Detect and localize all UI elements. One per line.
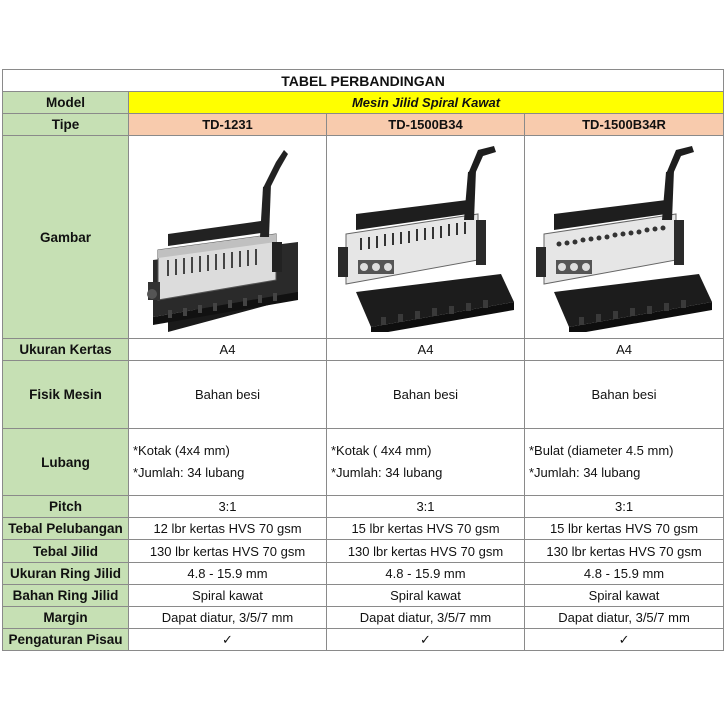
row-label-tipe: Tipe [3,114,129,136]
fisik-mesin-1: Bahan besi [129,361,327,429]
pitch-1: 3:1 [129,496,327,518]
table-title: TABEL PERBANDINGAN [3,70,724,92]
ukuran-kertas-3: A4 [525,339,724,361]
row-label-tebal-jilid: Tebal Jilid [3,540,129,563]
ukuran-ring-2: 4.8 - 15.9 mm [327,563,525,585]
row-label-pitch: Pitch [3,496,129,518]
row-label-fisik-mesin: Fisik Mesin [3,361,129,429]
lubang-1-count: *Jumlah: 34 lubang [133,465,245,480]
tebal-jilid-2: 130 lbr kertas HVS 70 gsm [327,540,525,563]
lubang-2-shape: *Kotak ( 4x4 mm) [331,443,432,458]
lubang-1 [129,429,327,496]
tebal-pelubangan-2: 15 lbr kertas HVS 70 gsm [327,518,525,540]
lubang-2-count: *Jumlah: 34 lubang [331,465,443,480]
tebal-pelubangan-3: 15 lbr kertas HVS 70 gsm [525,518,724,540]
row-label-bahan-ring: Bahan Ring Jilid [3,585,129,607]
ukuran-ring-3: 4.8 - 15.9 mm [525,563,724,585]
margin-1: Dapat diatur, 3/5/7 mm [129,607,327,629]
ukuran-kertas-2: A4 [327,339,525,361]
bahan-ring-1: Spiral kawat [129,585,327,607]
row-label-model: Model [3,92,129,114]
machine-image-td-1500b34 [327,136,525,339]
lubang-3 [525,429,724,496]
pitch-3: 3:1 [525,496,724,518]
tipe-td-1500b34r: TD-1500B34R [525,114,724,136]
ukuran-ring-1: 4.8 - 15.9 mm [129,563,327,585]
ukuran-kertas-1: A4 [129,339,327,361]
row-label-margin: Margin [3,607,129,629]
pitch-2: 3:1 [327,496,525,518]
pisau-check-1: ✓ [129,629,327,651]
row-label-gambar: Gambar [3,136,129,339]
margin-2: Dapat diatur, 3/5/7 mm [327,607,525,629]
tebal-jilid-3: 130 lbr kertas HVS 70 gsm [525,540,724,563]
tebal-jilid-1: 130 lbr kertas HVS 70 gsm [129,540,327,563]
row-label-ukuran-kertas: Ukuran Kertas [3,339,129,361]
pisau-check-3: ✓ [525,629,724,651]
bahan-ring-3: Spiral kawat [525,585,724,607]
lubang-2 [327,429,525,496]
row-label-ukuran-ring: Ukuran Ring Jilid [3,563,129,585]
model-value: Mesin Jilid Spiral Kawat [129,92,724,114]
lubang-1-shape: *Kotak (4x4 mm) [133,443,230,458]
row-label-tebal-pelubangan: Tebal Pelubangan [3,518,129,540]
lubang-3-shape: *Bulat (diameter 4.5 mm) [529,443,674,458]
row-label-lubang: Lubang [3,429,129,496]
row-label-pengaturan-pisau: Pengaturan Pisau [3,629,129,651]
tipe-td-1231: TD-1231 [129,114,327,136]
margin-3: Dapat diatur, 3/5/7 mm [525,607,724,629]
pisau-check-2: ✓ [327,629,525,651]
tebal-pelubangan-1: 12 lbr kertas HVS 70 gsm [129,518,327,540]
machine-image-td-1231 [129,136,327,339]
fisik-mesin-2: Bahan besi [327,361,525,429]
lubang-3-count: *Jumlah: 34 lubang [529,465,641,480]
tipe-td-1500b34: TD-1500B34 [327,114,525,136]
bahan-ring-2: Spiral kawat [327,585,525,607]
comparison-table [2,69,724,651]
machine-image-td-1500b34r [525,136,724,339]
fisik-mesin-3: Bahan besi [525,361,724,429]
